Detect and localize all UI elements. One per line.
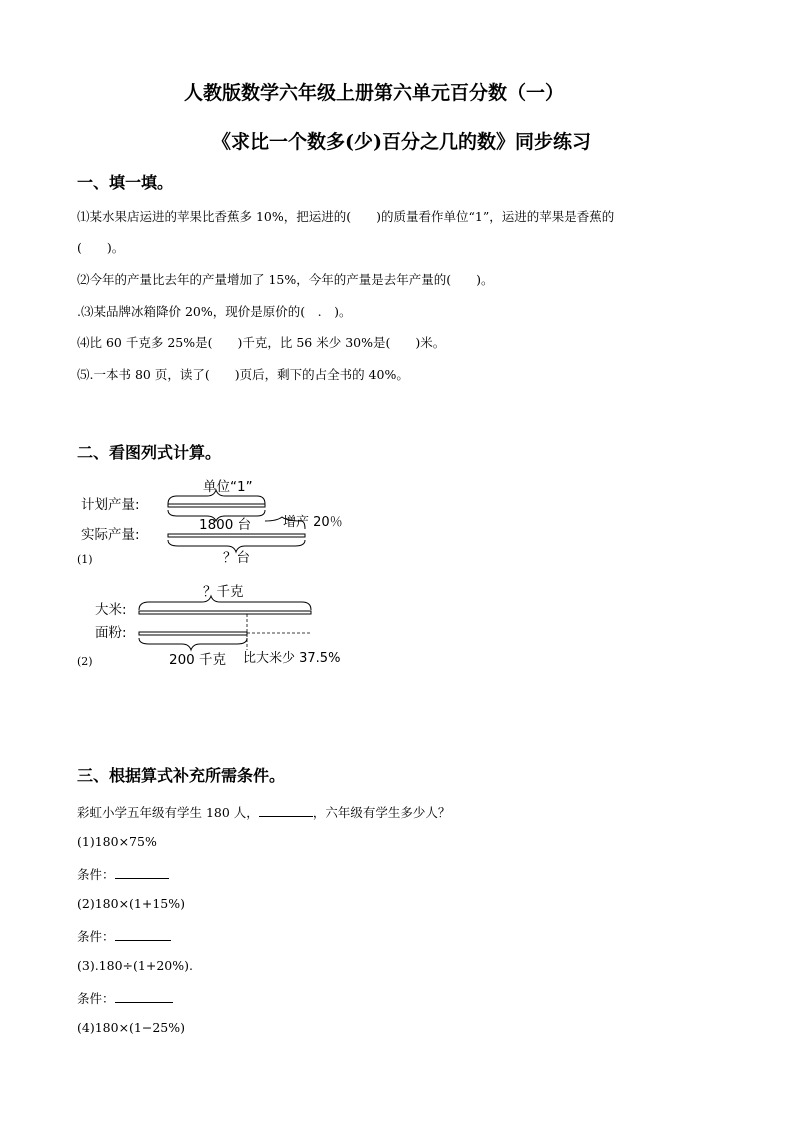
section2-heading: 二、看图列式计算。 — [77, 443, 222, 462]
figure-2-number: (2) — [77, 655, 93, 668]
intro-blank[interactable] — [259, 804, 313, 817]
diagram-2 — [77, 580, 377, 672]
question-1-line1: ⑴某水果店运进的苹果比香蕉多 10%，把运进的( )的质量看作单位“1”，运进的苹果是香蕉的 — [77, 209, 615, 224]
condition-label: 条件： — [77, 991, 115, 1006]
increase-label: 增产 20％ — [283, 515, 343, 530]
question-2: ⑵今年的产量比去年的产量增加了 15%，今年的产量是去年产量的( )。 — [77, 272, 494, 287]
actual-label: 实际产量: — [81, 527, 140, 543]
question-label: ？千克 — [203, 584, 244, 600]
question-3: .⑶某品牌冰箱降价 20%，现价是原价的( . )。 — [77, 304, 352, 319]
condition-label: 条件： — [77, 867, 115, 882]
condition-2 — [77, 927, 171, 945]
question-4: ⑷比 60 千克多 25%是( )千克，比 56 米少 30%是( )米。 — [77, 335, 446, 350]
intro-after: ，六年级有学生多少人？ — [312, 805, 451, 820]
diagram-1 — [77, 472, 377, 572]
intro-before: 彩虹小学五年级有学生 180 人， — [77, 805, 259, 820]
question-1-line2: ( )。 — [77, 240, 125, 255]
figure-1-number: (1) — [77, 553, 93, 566]
formula-4: (4)180×(1−25%) — [77, 1020, 186, 1035]
formula-1: (1)180×75% — [77, 834, 157, 849]
flour-label: 面粉: — [95, 625, 127, 641]
condition-label: 条件： — [77, 929, 115, 944]
flour-brace — [139, 638, 247, 650]
question-label: ？台 — [223, 550, 250, 566]
value-label: 200 千克 — [169, 652, 227, 668]
flour-bar — [139, 632, 247, 635]
section1-heading: 一、填一填。 — [77, 173, 174, 192]
page-title: 人教版数学六年级上册第六单元百分数（一） — [184, 82, 565, 104]
condition-3 — [77, 989, 173, 1007]
question-5: ⑸.一本书 80 页，读了( )页后，剩下的占全书的 40%。 — [77, 367, 409, 382]
plan-bar — [168, 504, 265, 507]
condition-3-blank[interactable] — [115, 990, 173, 1003]
value-label: 1800 台 — [199, 517, 252, 533]
actual-bar — [168, 534, 305, 537]
rice-bar — [139, 611, 311, 614]
section3-intro — [77, 803, 450, 821]
condition-1-blank[interactable] — [115, 866, 169, 879]
formula-2: (2)180×(1+15%) — [77, 896, 186, 911]
section3-heading: 三、根据算式补充所需条件。 — [77, 766, 286, 785]
formula-3: (3).180÷(1+20%). — [77, 958, 193, 973]
page-subtitle: 《求比一个数多(少)百分之几的数》同步练习 — [212, 131, 591, 153]
less-label: 比大米少 37.5% — [243, 651, 341, 666]
condition-2-blank[interactable] — [115, 928, 171, 941]
condition-1 — [77, 865, 169, 883]
unit-label: 单位“1” — [203, 479, 253, 495]
rice-label: 大米: — [95, 602, 127, 618]
plan-label: 计划产量: — [81, 497, 140, 513]
